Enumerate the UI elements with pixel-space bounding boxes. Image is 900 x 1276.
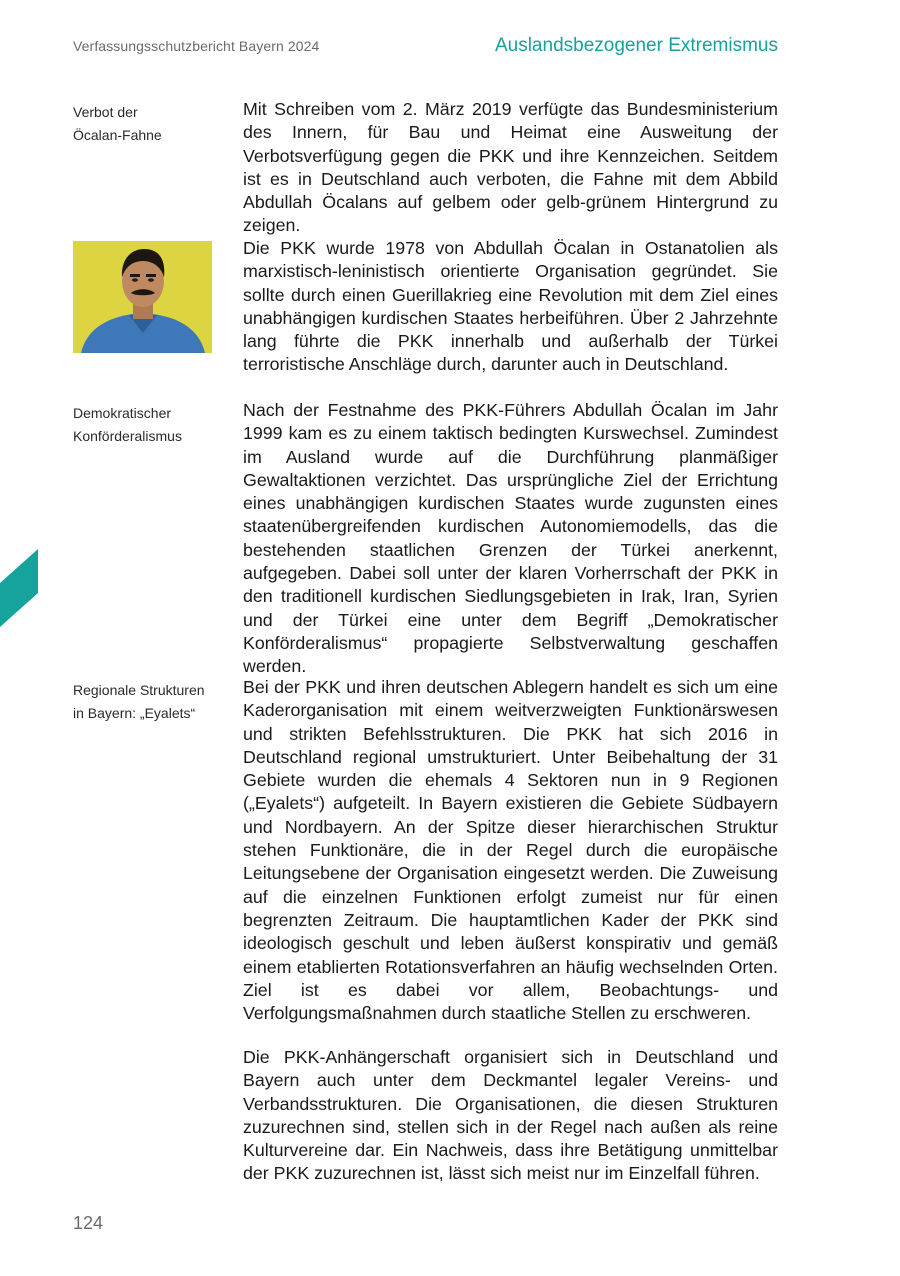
section-tab-marker [0, 549, 38, 627]
running-header-section: Auslandsbezogener Extremismus [494, 35, 778, 56]
paragraph-pkk-founding: Die PKK wurde 1978 von Abdullah Öcalan in Ostanatolien als marxistisch-leninistisch orientierte Organisation gegründet. Sie sollte durch einen Guerillakrieg eine Revolution mit dem Ziel eines unabhängigen kurdischen Staates herbeiführen. Über 2 Jahrzehnte lang führte die PKK innerhalb und außerhalb der Türkei terroristische Anschläge durch, darunter auch in Deutschland. [243, 238, 778, 375]
paragraph-course-change: Nach der Festnahme des PKK-Führers Abdullah Öcalan im Jahr 1999 kam es zu einem taktisch bedingten Kurswechsel. Zumindest im Ausland wurde auf die Durchführung planmäßiger Gewaltaktionen verzichtet. Das ursprüngliche Ziel der Errichtung eines unabhängigen kurdischen Staates wurde zugunsten eines staatenübergreifenden kurdischen Autonomiemodells, das die bestehenden staatlichen Grenzen der Türkei anerkennt, aufgegeben. Dabei soll unter der klaren Vorherrschaft der PKK in den traditionell kurdischen Siedlungsgebieten in Irak, Iran, Syrien und der Türkei eine unter dem Begriff „Demokratischer Konförderalismus“ propagierte Selbstverwaltung geschaffen werden. [243, 400, 778, 677]
page-number: 124 [73, 1213, 104, 1233]
sidebar-label-regional-structures: Regionale Strukturen in Bayern: „Eyalets“ [73, 682, 205, 721]
sidebar-label-confederalism: Demokratischer Konförderalismus [73, 405, 182, 444]
paragraph-association-structures: Die PKK-Anhängerschaft organisiert sich in Deutschland und Bayern auch unter dem Deckmantel legaler Vereins- und Verbandsstrukturen. Die Organisationen, die diesen Strukturen zuzurechnen sind, stellen sich in der Regel nach außen als reine Kulturvereine dar. Ein Nachweis, dass ihre Betätigung unmittelbar der PKK zuzurechnen ist, lässt sich meist nur im Einzelfall führen. [243, 1047, 778, 1184]
running-header-publication: Verfassungsschutzbericht Bayern 2024 [73, 38, 320, 54]
portrait-photo [73, 241, 212, 353]
paragraph-regional-structures: Bei der PKK und ihren deutschen Ablegern handelt es sich um eine Kaderorganisation mit einem weitverzweigten Funktionärswesen und strikten Befehlsstrukturen. Die PKK hat sich 2016 in Deutschland regional umstrukturiert. Unter Beibehaltung der 31 Gebiete wurden die ehemals 4 Sektoren nun in 9 Regionen („Eyalets“) aufgeteilt. In Bayern existieren die Gebiete Südbayern und Nordbayern. An der Spitze dieser hierarchischen Struktur stehen Funktionäre, die in der Regel durch die europäische Leitungsebene der Organisation eingesetzt werden. Die Zuweisung auf die einzelnen Funktionen erfolgt zumeist nur für einen begrenzten Zeitraum. Die hauptamtlichen Kader der PKK sind ideologisch geschult und leben äußerst konspirativ und gemäß einem etablierten Rotationsverfahren an häufig wechselnden Orten. Ziel ist es dabei vor allem, Beobachtungs- und Verfolgungsmaßnahmen durch staatliche Stellen zu erschweren. [243, 677, 778, 1024]
sidebar-label-flag-ban: Verbot der Öcalan-Fahne [73, 104, 162, 143]
paragraph-flag-ban: Mit Schreiben vom 2. März 2019 verfügte das Bundesministerium des Innern, für Bau und Heimat eine Ausweitung der Verbotsverfügung gegen die PKK und ihre Kennzeichen. Seitdem ist es in Deutschland auch verboten, die Fahne mit dem Abbild Abdullah Öcalans auf gelbem oder gelb-grünem Hintergrund zu zeigen. [243, 99, 778, 236]
portrait-image [73, 241, 212, 353]
